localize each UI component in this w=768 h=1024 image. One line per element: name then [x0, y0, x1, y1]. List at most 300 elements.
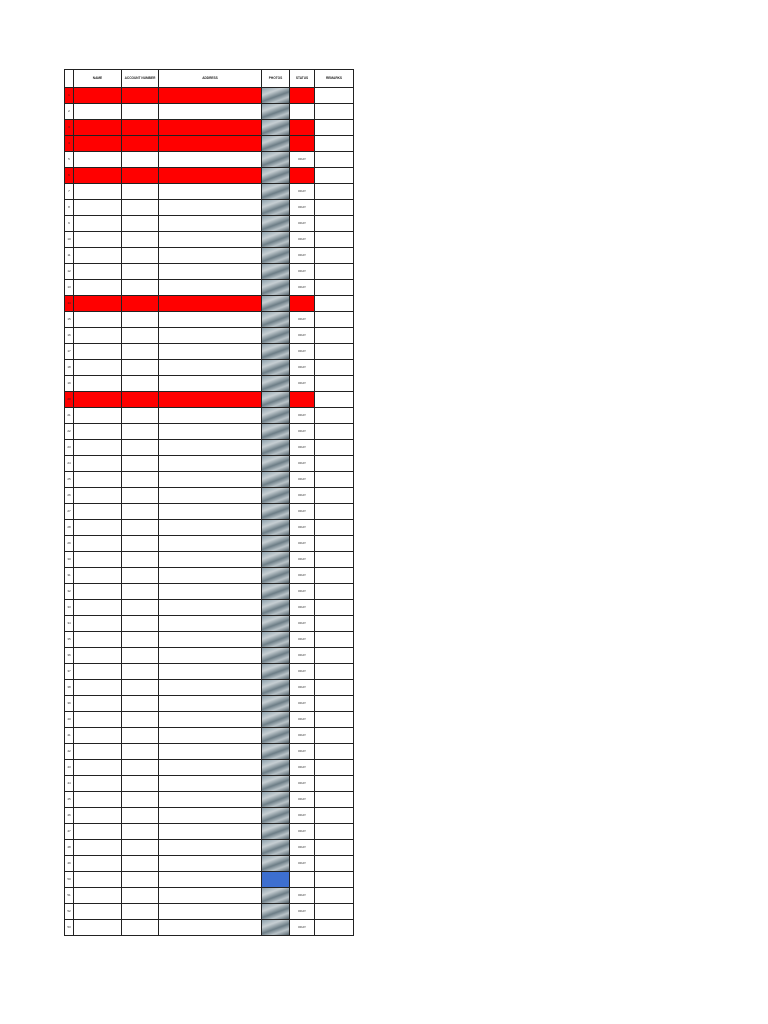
- row-photo: [262, 456, 290, 472]
- row-status: OKAY: [290, 552, 315, 568]
- row-status: [290, 392, 315, 408]
- header-number: [65, 70, 74, 88]
- row-address: [159, 680, 262, 696]
- row-name: [74, 696, 122, 712]
- row-address: [159, 88, 262, 104]
- row-number: 39: [65, 696, 74, 712]
- row-photo: [262, 88, 290, 104]
- row-photo-image: [262, 728, 289, 743]
- row-remarks: [315, 232, 354, 248]
- row-address: [159, 824, 262, 840]
- row-remarks: [315, 168, 354, 184]
- table-row: [65, 312, 354, 328]
- row-account-number: [122, 920, 159, 936]
- row-number: 7: [65, 184, 74, 200]
- row-address: [159, 200, 262, 216]
- row-account-number: [122, 632, 159, 648]
- table-row: [65, 552, 354, 568]
- row-number: 46: [65, 808, 74, 824]
- row-photo-image: [262, 120, 289, 135]
- row-number: 34: [65, 616, 74, 632]
- row-remarks: [315, 600, 354, 616]
- row-photo: [262, 680, 290, 696]
- row-remarks: [315, 296, 354, 312]
- row-address: [159, 408, 262, 424]
- row-address: [159, 648, 262, 664]
- table-row: [65, 360, 354, 376]
- row-status: OKAY: [290, 824, 315, 840]
- row-account-number: [122, 408, 159, 424]
- table-row: [65, 440, 354, 456]
- table-row: [65, 232, 354, 248]
- row-photo: [262, 264, 290, 280]
- table-row: [65, 104, 354, 120]
- row-remarks: [315, 808, 354, 824]
- row-photo-image: [262, 680, 289, 695]
- row-name: [74, 840, 122, 856]
- row-photo: [262, 584, 290, 600]
- header-name: NAME: [74, 70, 122, 88]
- row-photo: [262, 824, 290, 840]
- row-address: [159, 904, 262, 920]
- row-address: [159, 360, 262, 376]
- table-row: [65, 744, 354, 760]
- row-address: [159, 328, 262, 344]
- row-photo-image: [262, 872, 289, 887]
- row-account-number: [122, 552, 159, 568]
- row-number: 50: [65, 872, 74, 888]
- table-row: [65, 504, 354, 520]
- row-name: [74, 488, 122, 504]
- row-photo-image: [262, 488, 289, 503]
- row-photo-image: [262, 88, 289, 103]
- row-status: OKAY: [290, 264, 315, 280]
- row-number: 14: [65, 296, 74, 312]
- table-row: [65, 856, 354, 872]
- table-row: [65, 408, 354, 424]
- row-name: [74, 392, 122, 408]
- row-status: OKAY: [290, 248, 315, 264]
- row-number: 26: [65, 488, 74, 504]
- row-photo: [262, 440, 290, 456]
- row-status: OKAY: [290, 664, 315, 680]
- row-account-number: [122, 312, 159, 328]
- row-number: 10: [65, 232, 74, 248]
- row-status: OKAY: [290, 840, 315, 856]
- table-row: [65, 920, 354, 936]
- row-account-number: [122, 680, 159, 696]
- row-address: [159, 184, 262, 200]
- row-remarks: [315, 392, 354, 408]
- row-name: [74, 312, 122, 328]
- table-row: [65, 376, 354, 392]
- row-number: 36: [65, 648, 74, 664]
- table-row: [65, 728, 354, 744]
- row-photo-image: [262, 552, 289, 567]
- row-status: OKAY: [290, 536, 315, 552]
- row-status: OKAY: [290, 584, 315, 600]
- row-status: OKAY: [290, 424, 315, 440]
- row-status: OKAY: [290, 520, 315, 536]
- row-account-number: [122, 392, 159, 408]
- row-number: 32: [65, 584, 74, 600]
- row-number: 41: [65, 728, 74, 744]
- records-table: [64, 69, 354, 936]
- row-number: 15: [65, 312, 74, 328]
- row-name: [74, 648, 122, 664]
- row-account-number: [122, 328, 159, 344]
- row-photo: [262, 472, 290, 488]
- row-photo: [262, 632, 290, 648]
- row-remarks: [315, 344, 354, 360]
- row-name: [74, 920, 122, 936]
- row-photo: [262, 552, 290, 568]
- row-name: [74, 216, 122, 232]
- row-name: [74, 168, 122, 184]
- row-address: [159, 840, 262, 856]
- row-photo-image: [262, 264, 289, 279]
- row-status: OKAY: [290, 728, 315, 744]
- row-address: [159, 488, 262, 504]
- row-status: OKAY: [290, 488, 315, 504]
- row-status: OKAY: [290, 856, 315, 872]
- row-name: [74, 680, 122, 696]
- row-remarks: [315, 920, 354, 936]
- row-number: 29: [65, 536, 74, 552]
- row-account-number: [122, 232, 159, 248]
- row-number: 47: [65, 824, 74, 840]
- row-number: 27: [65, 504, 74, 520]
- row-photo-image: [262, 776, 289, 791]
- row-name: [74, 424, 122, 440]
- row-remarks: [315, 872, 354, 888]
- row-photo-image: [262, 392, 289, 407]
- table-row: [65, 840, 354, 856]
- row-name: [74, 248, 122, 264]
- row-photo-image: [262, 456, 289, 471]
- row-status: OKAY: [290, 184, 315, 200]
- row-name: [74, 440, 122, 456]
- row-address: [159, 872, 262, 888]
- row-account-number: [122, 568, 159, 584]
- row-photo: [262, 712, 290, 728]
- row-photo-image: [262, 376, 289, 391]
- row-photo: [262, 312, 290, 328]
- row-account-number: [122, 856, 159, 872]
- row-account-number: [122, 296, 159, 312]
- row-status: OKAY: [290, 312, 315, 328]
- row-account-number: [122, 792, 159, 808]
- row-remarks: [315, 280, 354, 296]
- row-photo-image: [262, 440, 289, 455]
- row-name: [74, 616, 122, 632]
- row-name: [74, 88, 122, 104]
- row-name: [74, 808, 122, 824]
- row-number: 21: [65, 408, 74, 424]
- row-remarks: [315, 328, 354, 344]
- row-number: 42: [65, 744, 74, 760]
- row-remarks: [315, 264, 354, 280]
- row-status: OKAY: [290, 744, 315, 760]
- row-address: [159, 104, 262, 120]
- row-status: OKAY: [290, 600, 315, 616]
- row-photo: [262, 904, 290, 920]
- row-photo: [262, 888, 290, 904]
- row-address: [159, 472, 262, 488]
- row-photo: [262, 856, 290, 872]
- row-photo-image: [262, 888, 289, 903]
- row-remarks: [315, 856, 354, 872]
- row-address: [159, 232, 262, 248]
- row-account-number: [122, 648, 159, 664]
- table-row: [65, 776, 354, 792]
- header-row: [65, 70, 354, 88]
- row-photo: [262, 776, 290, 792]
- row-address: [159, 392, 262, 408]
- row-status: OKAY: [290, 216, 315, 232]
- row-account-number: [122, 280, 159, 296]
- row-number: 51: [65, 888, 74, 904]
- row-remarks: [315, 648, 354, 664]
- row-address: [159, 600, 262, 616]
- row-status: OKAY: [290, 504, 315, 520]
- row-address: [159, 312, 262, 328]
- row-account-number: [122, 760, 159, 776]
- row-status: [290, 88, 315, 104]
- row-number: 1: [65, 88, 74, 104]
- row-photo-image: [262, 632, 289, 647]
- row-name: [74, 152, 122, 168]
- row-name: [74, 904, 122, 920]
- row-account-number: [122, 744, 159, 760]
- row-status: OKAY: [290, 920, 315, 936]
- row-address: [159, 920, 262, 936]
- table-row: [65, 136, 354, 152]
- row-photo-image: [262, 840, 289, 855]
- table-row: [65, 680, 354, 696]
- row-number: 33: [65, 600, 74, 616]
- row-address: [159, 440, 262, 456]
- row-remarks: [315, 120, 354, 136]
- row-status: OKAY: [290, 456, 315, 472]
- row-status: OKAY: [290, 696, 315, 712]
- row-status: OKAY: [290, 888, 315, 904]
- row-name: [74, 408, 122, 424]
- row-address: [159, 856, 262, 872]
- row-address: [159, 760, 262, 776]
- row-address: [159, 456, 262, 472]
- row-photo-image: [262, 136, 289, 151]
- row-address: [159, 424, 262, 440]
- row-remarks: [315, 200, 354, 216]
- row-status: OKAY: [290, 440, 315, 456]
- row-remarks: [315, 776, 354, 792]
- row-name: [74, 712, 122, 728]
- row-account-number: [122, 376, 159, 392]
- row-photo-image: [262, 760, 289, 775]
- row-name: [74, 568, 122, 584]
- header-photos: PHOTOS: [262, 70, 290, 88]
- row-photo-image: [262, 824, 289, 839]
- row-status: [290, 872, 315, 888]
- row-remarks: [315, 216, 354, 232]
- row-number: 13: [65, 280, 74, 296]
- row-name: [74, 136, 122, 152]
- row-photo: [262, 392, 290, 408]
- row-name: [74, 760, 122, 776]
- row-remarks: [315, 488, 354, 504]
- row-photo-image: [262, 232, 289, 247]
- row-remarks: [315, 88, 354, 104]
- row-status: [290, 296, 315, 312]
- table-row: [65, 792, 354, 808]
- row-address: [159, 536, 262, 552]
- row-status: OKAY: [290, 648, 315, 664]
- row-name: [74, 552, 122, 568]
- table-row: [65, 584, 354, 600]
- row-address: [159, 280, 262, 296]
- table-row: [65, 488, 354, 504]
- row-status: OKAY: [290, 344, 315, 360]
- row-photo-image: [262, 520, 289, 535]
- table-row: [65, 760, 354, 776]
- row-photo: [262, 200, 290, 216]
- row-name: [74, 344, 122, 360]
- row-number: 2: [65, 104, 74, 120]
- row-number: 20: [65, 392, 74, 408]
- table-row: [65, 808, 354, 824]
- row-photo: [262, 520, 290, 536]
- table-row: [65, 344, 354, 360]
- row-name: [74, 520, 122, 536]
- table-row: [65, 248, 354, 264]
- row-status: OKAY: [290, 904, 315, 920]
- row-status: OKAY: [290, 680, 315, 696]
- row-address: [159, 376, 262, 392]
- row-remarks: [315, 888, 354, 904]
- row-remarks: [315, 184, 354, 200]
- row-remarks: [315, 632, 354, 648]
- table-row: [65, 392, 354, 408]
- row-status: OKAY: [290, 472, 315, 488]
- row-account-number: [122, 120, 159, 136]
- table-row: [65, 904, 354, 920]
- row-name: [74, 504, 122, 520]
- table-row: [65, 712, 354, 728]
- row-photo-image: [262, 744, 289, 759]
- table-row: [65, 328, 354, 344]
- row-address: [159, 216, 262, 232]
- row-name: [74, 360, 122, 376]
- row-number: 44: [65, 776, 74, 792]
- row-remarks: [315, 616, 354, 632]
- row-photo: [262, 344, 290, 360]
- row-name: [74, 744, 122, 760]
- row-account-number: [122, 728, 159, 744]
- row-number: 28: [65, 520, 74, 536]
- row-account-number: [122, 360, 159, 376]
- row-status: OKAY: [290, 712, 315, 728]
- row-number: 12: [65, 264, 74, 280]
- row-number: 48: [65, 840, 74, 856]
- row-number: 16: [65, 328, 74, 344]
- row-number: 25: [65, 472, 74, 488]
- table-row: [65, 296, 354, 312]
- row-photo: [262, 648, 290, 664]
- row-photo-image: [262, 568, 289, 583]
- row-photo: [262, 488, 290, 504]
- row-remarks: [315, 568, 354, 584]
- row-account-number: [122, 456, 159, 472]
- row-photo: [262, 728, 290, 744]
- row-number: 40: [65, 712, 74, 728]
- row-photo-image: [262, 808, 289, 823]
- header-address: ADDRESS: [159, 70, 262, 88]
- row-photo: [262, 360, 290, 376]
- row-status: OKAY: [290, 616, 315, 632]
- row-address: [159, 568, 262, 584]
- row-number: 5: [65, 152, 74, 168]
- row-address: [159, 776, 262, 792]
- row-photo: [262, 152, 290, 168]
- row-account-number: [122, 152, 159, 168]
- row-remarks: [315, 360, 354, 376]
- table-row: [65, 520, 354, 536]
- row-photo: [262, 168, 290, 184]
- row-account-number: [122, 872, 159, 888]
- row-photo: [262, 120, 290, 136]
- row-name: [74, 824, 122, 840]
- row-remarks: [315, 552, 354, 568]
- row-status: OKAY: [290, 632, 315, 648]
- table-row: [65, 568, 354, 584]
- row-photo: [262, 184, 290, 200]
- row-address: [159, 248, 262, 264]
- row-number: 38: [65, 680, 74, 696]
- row-photo-image: [262, 104, 289, 119]
- row-address: [159, 520, 262, 536]
- row-remarks: [315, 152, 354, 168]
- row-status: OKAY: [290, 408, 315, 424]
- row-name: [74, 296, 122, 312]
- row-address: [159, 136, 262, 152]
- row-photo-image: [262, 360, 289, 375]
- row-address: [159, 808, 262, 824]
- table-row: [65, 632, 354, 648]
- row-number: 31: [65, 568, 74, 584]
- row-address: [159, 792, 262, 808]
- row-status: [290, 120, 315, 136]
- row-photo-image: [262, 168, 289, 183]
- table-row: [65, 888, 354, 904]
- row-number: 3: [65, 120, 74, 136]
- row-account-number: [122, 520, 159, 536]
- row-number: 45: [65, 792, 74, 808]
- row-name: [74, 792, 122, 808]
- row-name: [74, 888, 122, 904]
- row-address: [159, 888, 262, 904]
- row-remarks: [315, 248, 354, 264]
- table-row: [65, 824, 354, 840]
- row-photo: [262, 504, 290, 520]
- row-number: 52: [65, 904, 74, 920]
- row-account-number: [122, 584, 159, 600]
- row-address: [159, 296, 262, 312]
- row-status: OKAY: [290, 568, 315, 584]
- row-remarks: [315, 472, 354, 488]
- row-name: [74, 776, 122, 792]
- row-address: [159, 344, 262, 360]
